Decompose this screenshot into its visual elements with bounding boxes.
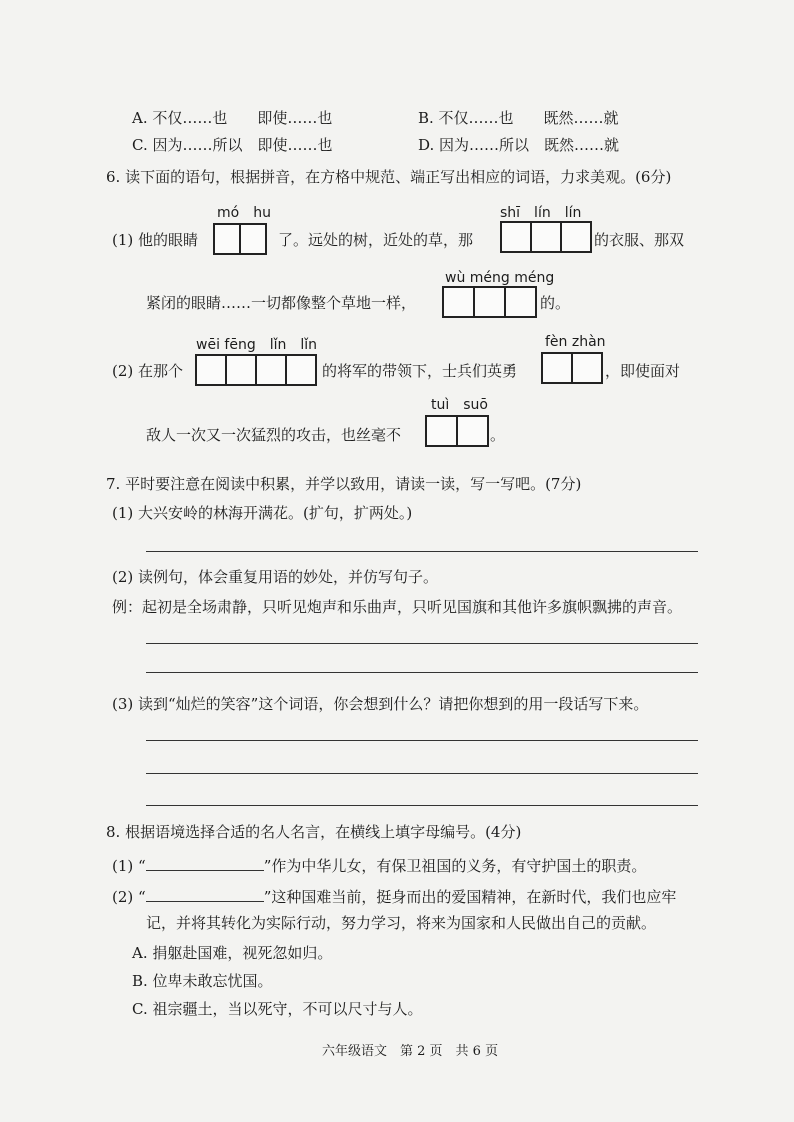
question-8-title: 8. 根据语境选择合适的名人名言，在横线上填字母编号。(4分): [106, 823, 522, 841]
q8-option-c: C. 祖宗疆土，当以死守，不可以尺寸与人。: [132, 1000, 423, 1018]
q6-1-line2-end: 的。: [540, 294, 571, 312]
writing-box[interactable]: [195, 354, 227, 386]
boxes-mohu[interactable]: [213, 223, 267, 255]
q7-example: 例：起初是全场肃静，只听见炮声和乐曲声，只听见国旗和其他许多旗帜飘拂的声音。: [112, 598, 683, 616]
q6-2-line2-end: 。: [490, 426, 506, 444]
answer-line[interactable]: [146, 740, 698, 741]
writing-box[interactable]: [541, 352, 573, 384]
writing-box[interactable]: [456, 415, 489, 447]
q8-option-b: B. 位卑未敢忘忧国。: [132, 972, 273, 990]
answer-line[interactable]: [146, 643, 698, 644]
q8-2-post: ”这种国难当前，挺身而出的爱国精神，在新时代，我们也应牢: [263, 888, 677, 906]
fill-blank-2[interactable]: [146, 887, 264, 902]
option-d: D. 因为……所以 既然……就: [418, 136, 620, 154]
writing-box[interactable]: [530, 221, 562, 253]
writing-box[interactable]: [239, 223, 267, 255]
q7-1: (1) 大兴安岭的林海开满花。(扩句，扩两处。): [112, 504, 413, 522]
writing-box[interactable]: [571, 352, 603, 384]
pinyin-weifeng: wēi fēng lǐn lǐn: [196, 337, 318, 353]
q8-option-a: A. 捐躯赴国难，视死忽如归。: [132, 944, 333, 962]
q6-1-text-b: 的衣服、那双: [594, 231, 685, 249]
boxes-shilin[interactable]: [500, 221, 592, 253]
pinyin-shilin: shī lín lín: [500, 205, 582, 221]
q6-2-text-a: 的将军的带领下，士兵们英勇: [322, 362, 518, 380]
pinyin-tuisuo: tuì suō: [431, 397, 488, 413]
writing-box[interactable]: [500, 221, 532, 253]
writing-box[interactable]: [225, 354, 257, 386]
q8-2-cont: 记，并将其转化为实际行动，努力学习，将来为国家和人民做出自己的贡献。: [146, 914, 657, 932]
q6-2-line2: 敌人一次又一次猛烈的攻击，也丝毫不: [146, 426, 402, 444]
q8-2-pre: (2) “: [112, 888, 146, 906]
boxes-wumeng[interactable]: [442, 286, 537, 318]
q7-3: (3) 读到“灿烂的笑容”这个词语，你会想到什么？请把你想到的用一段话写下来。: [112, 695, 649, 713]
page-footer: 六年级语文 第 2 页 共 6 页: [322, 1044, 499, 1059]
question-6-title: 6. 读下面的语句，根据拼音，在方格中规范、端正写出相应的词语，力求美观。(6分): [106, 168, 672, 186]
option-b: B. 不仅……也 既然……就: [418, 109, 619, 127]
writing-box[interactable]: [425, 415, 458, 447]
writing-box[interactable]: [213, 223, 241, 255]
answer-line[interactable]: [146, 551, 698, 552]
pinyin-fenzhan: fèn zhàn: [545, 334, 606, 350]
q7-2: (2) 读例句，体会重复用语的妙处，并仿写句子。: [112, 568, 439, 586]
q8-2: [112, 887, 676, 907]
answer-line[interactable]: [146, 773, 698, 774]
fill-blank-1[interactable]: [146, 856, 264, 871]
pinyin-mohu: mó hu: [217, 205, 271, 221]
q8-1-pre: (1) “: [112, 857, 146, 875]
boxes-tuisuo[interactable]: [425, 415, 489, 447]
boxes-weifeng[interactable]: [195, 354, 317, 386]
option-a: A. 不仅……也 即使……也: [132, 109, 333, 127]
writing-box[interactable]: [473, 286, 506, 318]
writing-box[interactable]: [504, 286, 537, 318]
q8-1-post: ”作为中华儿女，有保卫祖国的义务，有守护国土的职责。: [263, 857, 647, 875]
boxes-fenzhan[interactable]: [541, 352, 603, 384]
writing-box[interactable]: [255, 354, 287, 386]
q6-1-line2: 紧闭的眼睛……一切都像整个草地一样，: [146, 294, 417, 312]
q6-2-text-b: ，即使面对: [605, 362, 681, 380]
writing-box[interactable]: [442, 286, 475, 318]
answer-line[interactable]: [146, 805, 698, 806]
answer-line[interactable]: [146, 672, 698, 673]
q6-2-label: (2) 在那个: [112, 362, 184, 380]
q6-1-label: (1) 他的眼睛: [112, 231, 199, 249]
question-7-title: 7. 平时要注意在阅读中积累，并学以致用，请读一读，写一写吧。(7分): [106, 475, 582, 493]
writing-box[interactable]: [560, 221, 592, 253]
writing-box[interactable]: [285, 354, 317, 386]
q6-1-text-a: 了。远处的树，近处的草，那: [278, 231, 474, 249]
option-c: C. 因为……所以 即使……也: [132, 136, 333, 154]
pinyin-wumeng: wù méng méng: [445, 270, 555, 286]
q8-1: [112, 856, 646, 876]
